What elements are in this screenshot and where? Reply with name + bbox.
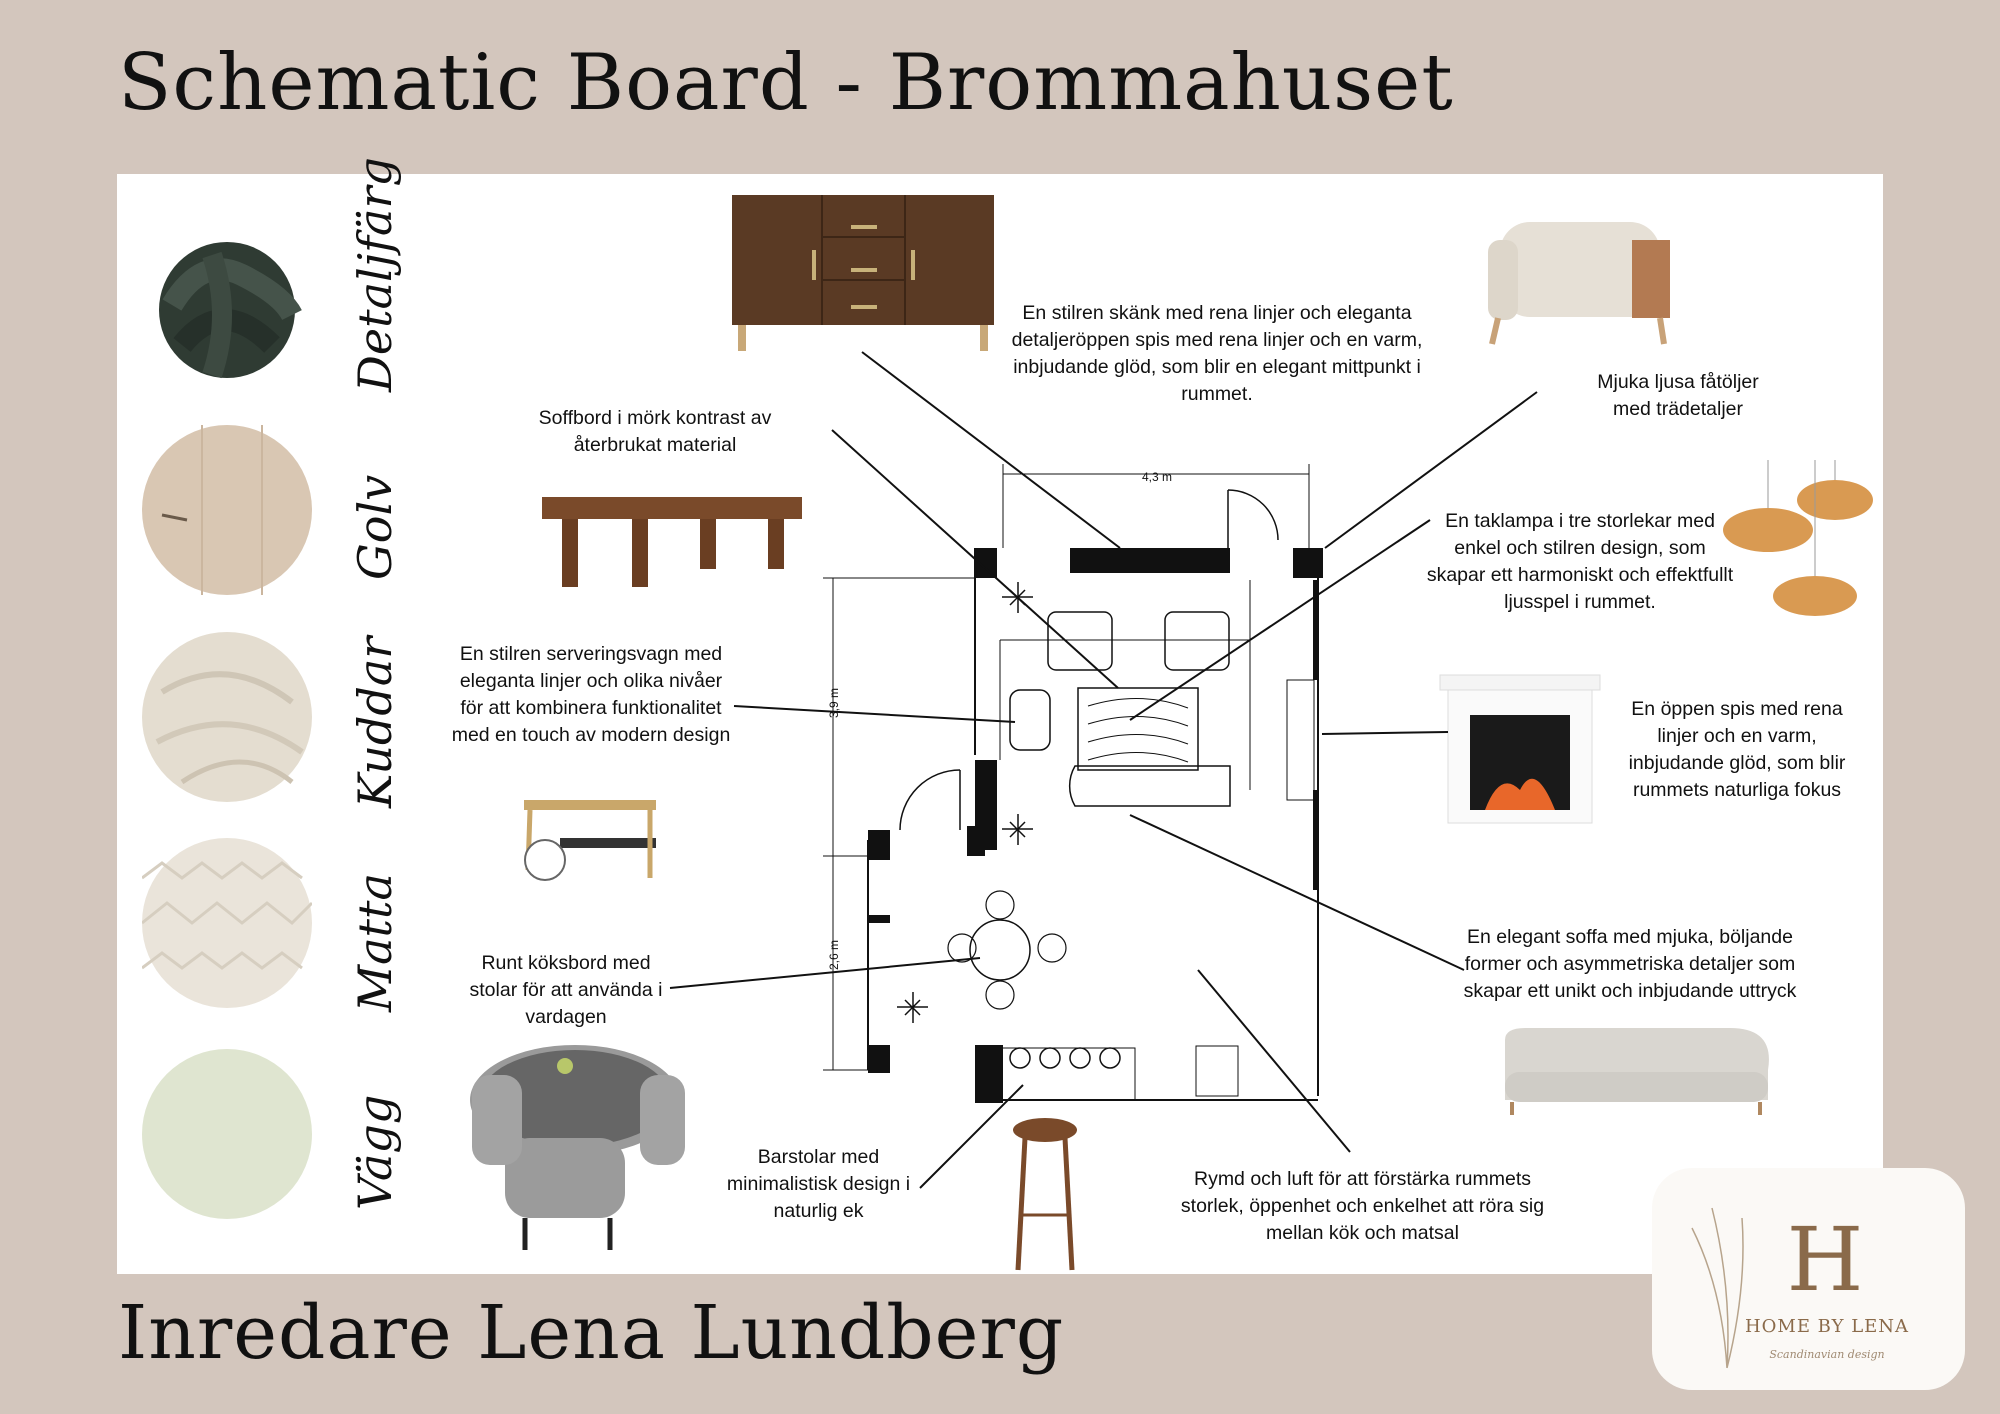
plan-height-label-1: 3,9 m <box>827 687 841 718</box>
home-by-lena-logo <box>1652 1168 1965 1390</box>
note-pendant-lamp: En taklampa i tre storlekar med enkel och stilren design, som skapar ett harmoniskt och effektfullt ljusspel i rummet. <box>1426 510 1734 613</box>
designer-name: Inredare Lena Lundberg <box>118 1290 1065 1376</box>
note-coffee-table: Soffbord i mörk kontrast av återbrukat material <box>538 407 772 456</box>
plan-width-label: 4,3 m <box>1141 470 1173 484</box>
note-sofa: En elegant soffa med mjuka, böljande former och asymmetriska detaljer som skapar ett unikt och inbjudande uttryck <box>1463 926 1797 1002</box>
note-dining-table: Runt köksbord med stolar för att använda i vardagen <box>469 952 663 1028</box>
note-serving-cart: En stilren serveringsvagn med eleganta linjer och olika nivåer för att kombinera funktionalitet med en touch av modern design <box>451 643 731 746</box>
page-title: Schematic Board - Brommahuset <box>118 38 1454 128</box>
note-sideboard: En stilren skänk med rena linjer och eleganta detaljeröppen spis med rena linjer och en varm, inbjudande glöd, som blir en elegant mittpunkt i rummet. <box>1011 302 1423 405</box>
swatch-label-rug: Matta <box>348 873 402 1012</box>
logo-tagline: Scandinavian design <box>1769 1348 1885 1361</box>
swatch-label-cushions: Kuddar <box>348 636 402 808</box>
swatch-label-detail-color: Detaljfärg <box>348 157 402 392</box>
note-bar-stools: Barstolar med minimalistisk design i naturlig ek <box>726 1146 911 1222</box>
swatch-label-floor: Golv <box>348 474 402 580</box>
note-fireplace: En öppen spis med rena linjer och en varm, inbjudande glöd, som blir rummets naturliga fokus <box>1628 698 1846 801</box>
plan-height-label-2: 2,6 m <box>827 939 841 970</box>
logo-letter: H <box>1786 1208 1864 1311</box>
note-armchairs: Mjuka ljusa fåtöljer med trädetaljer <box>1597 371 1759 420</box>
note-open-space: Rymd och luft för att förstärka rummets storlek, öppenhet och enkelhet att röra sig mellan kök och matsal <box>1180 1168 1545 1244</box>
logo-name: HOME BY LENA <box>1744 1316 1910 1337</box>
swatch-label-wall: Vägg <box>348 1094 402 1210</box>
